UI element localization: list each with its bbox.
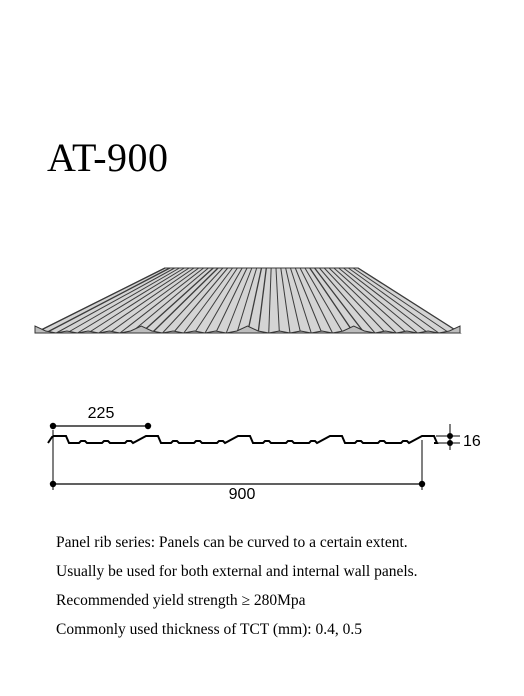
description-line: Recommended yield strength ≥ 280Mpa — [56, 592, 306, 609]
pitch-dimension-label: 225 — [87, 405, 115, 422]
width-dimension-dot-left — [50, 481, 56, 487]
description-line: Commonly used thickness of TCT (mm): 0.4, 0.5 — [56, 621, 362, 638]
height-dimension-label: 16 — [463, 433, 481, 450]
width-dimension-label: 900 — [228, 486, 256, 503]
product-title: AT-900 — [47, 135, 169, 180]
description-line: Panel rib series: Panels can be curved to a certain extent. — [56, 534, 408, 551]
description-list — [56, 533, 418, 649]
description-line: Usually be used for both external and internal wall panels. — [56, 563, 418, 580]
pitch-dimension-dot-right — [145, 423, 151, 429]
width-dimension-dot-right — [419, 481, 425, 487]
profile-section — [48, 405, 481, 503]
pitch-dimension-dot-left — [50, 423, 56, 429]
height-dimension-dot-bottom — [447, 440, 453, 446]
sheet-illustration — [35, 268, 460, 333]
height-dimension-dot-top — [447, 433, 453, 439]
profile-line — [48, 436, 437, 443]
